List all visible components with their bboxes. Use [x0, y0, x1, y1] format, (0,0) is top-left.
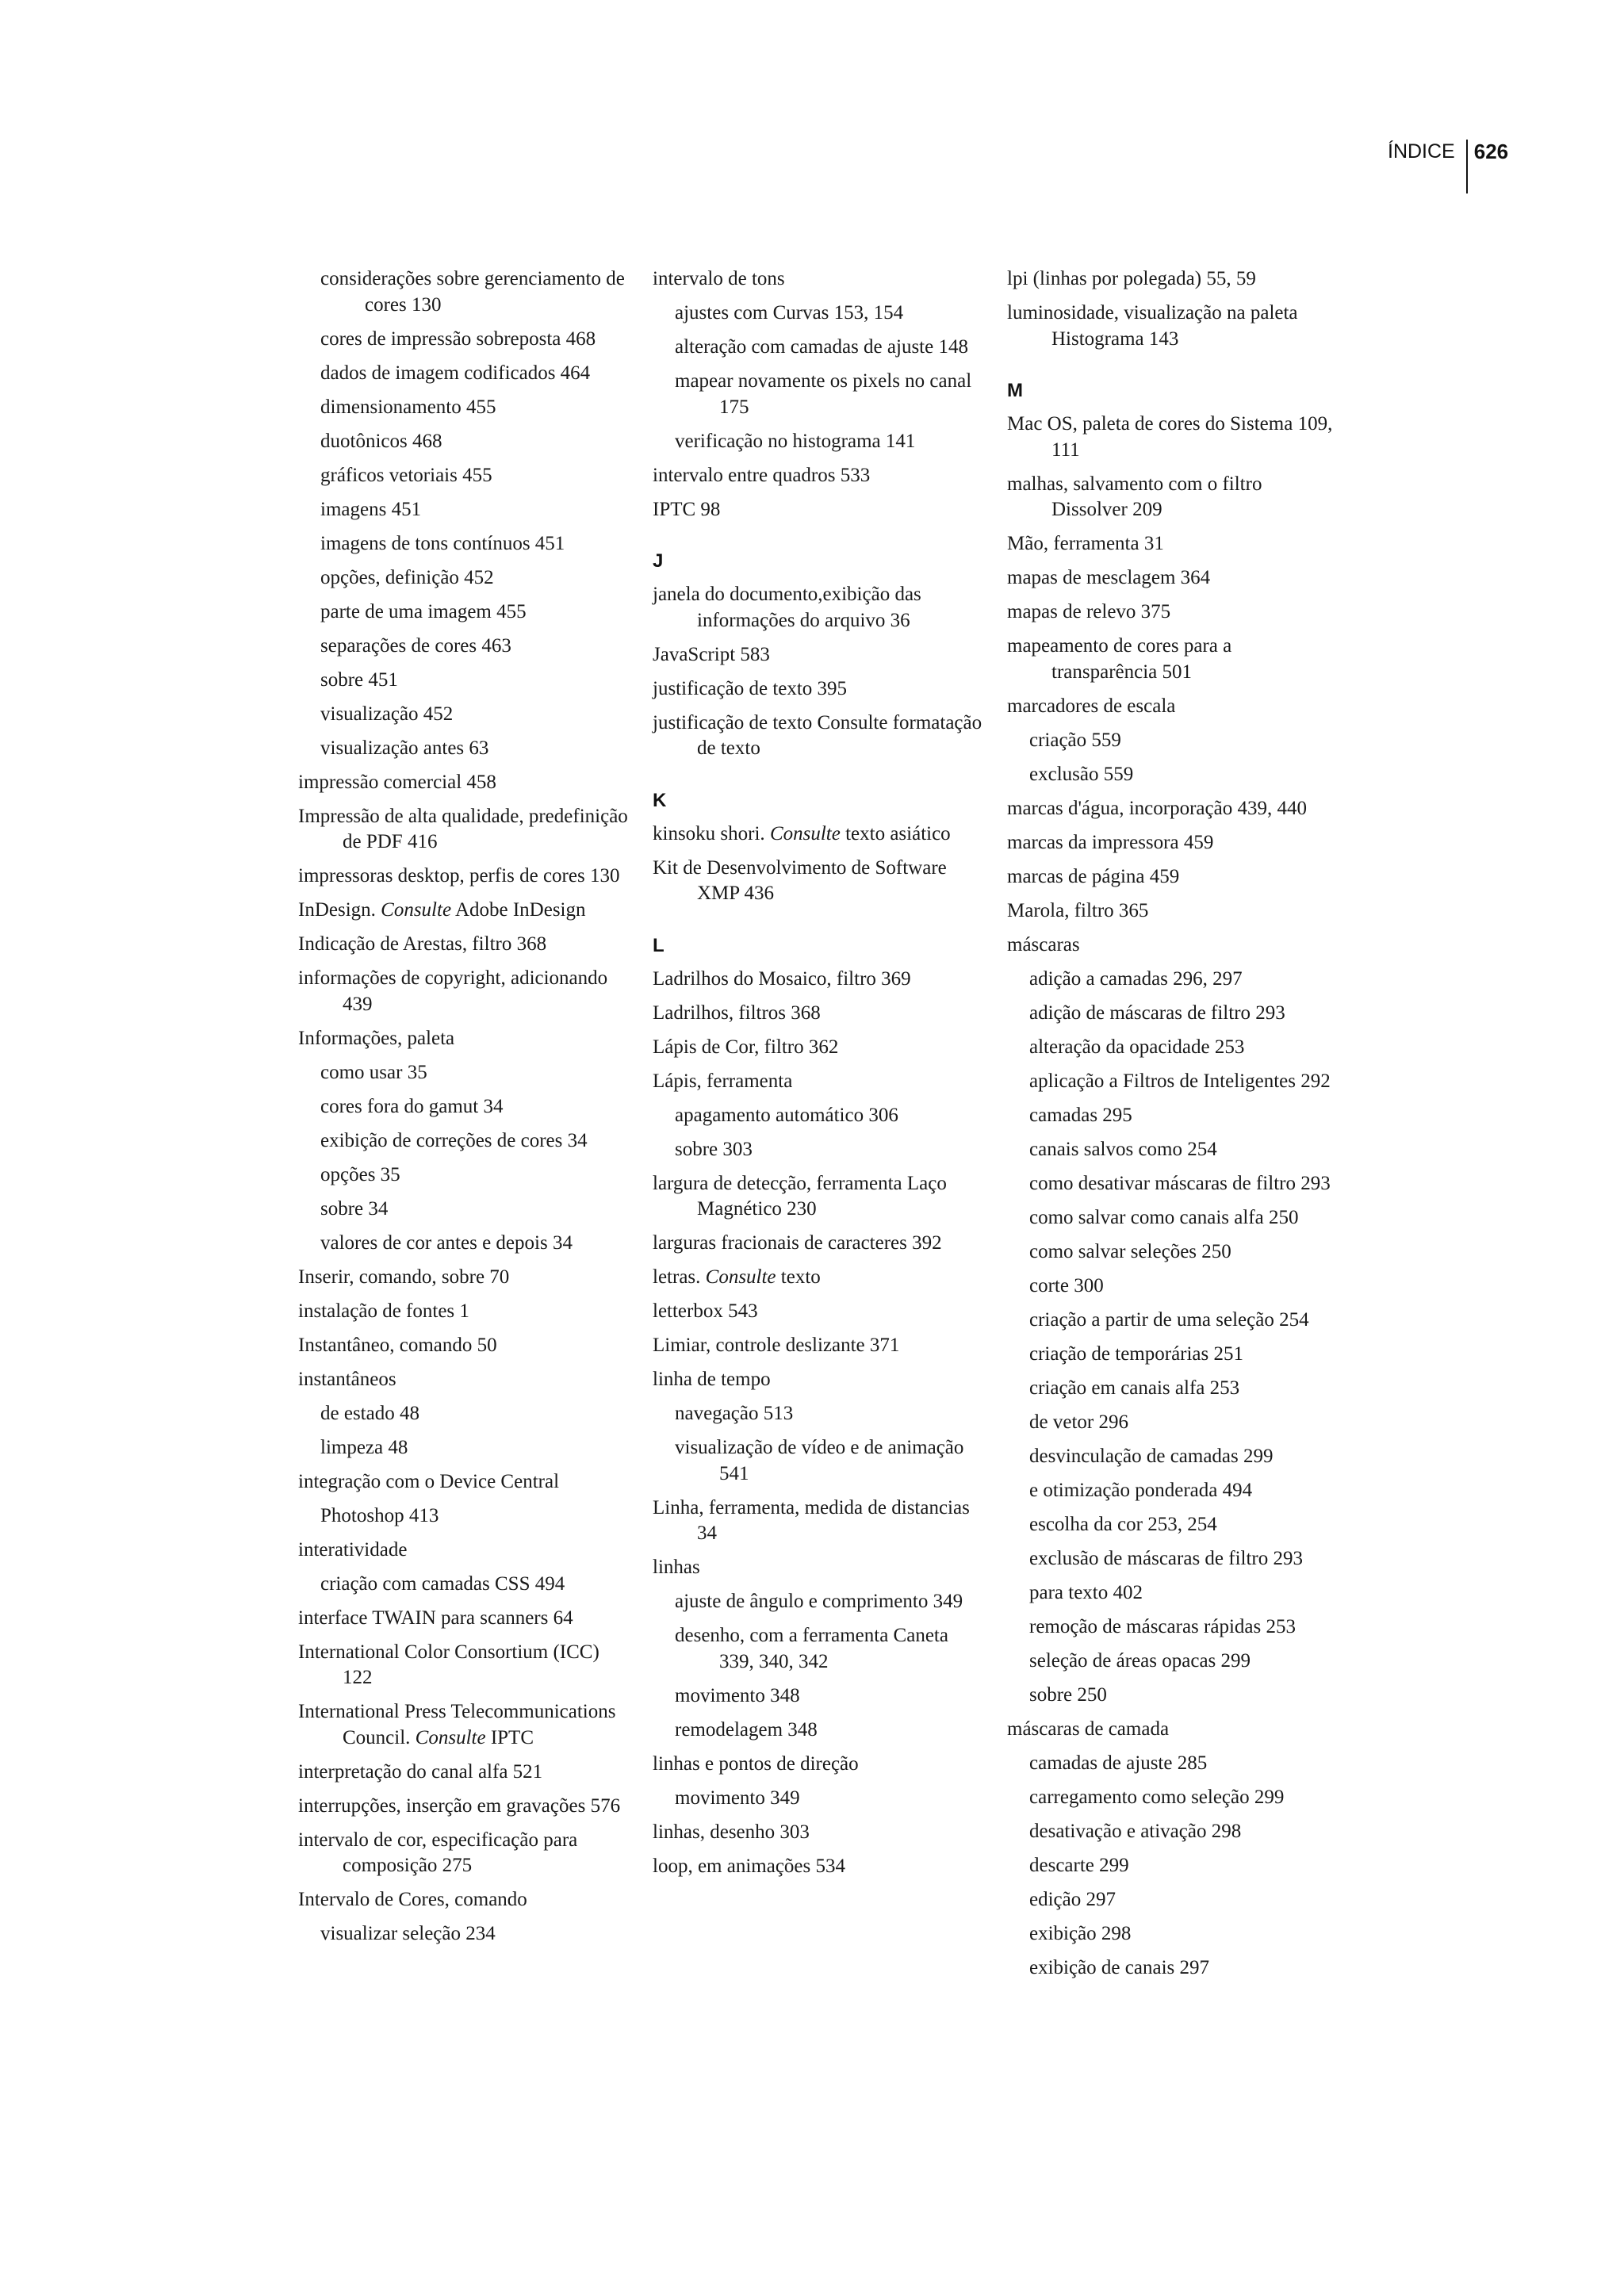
index-entry: linhas, desenho 303 — [653, 1821, 810, 1843]
index-subentry: dimensionamento 455 — [320, 396, 496, 418]
index-entry: máscaras — [1007, 933, 1080, 956]
index-entry: Kit de Desenvolvimento de Software XMP 436 — [653, 856, 947, 904]
index-subentry: de estado 48 — [320, 1402, 419, 1424]
index-entry: IPTC 98 — [653, 498, 721, 520]
index-entry: integração com o Device Central — [298, 1470, 560, 1492]
index-subentry: alteração da opacidade 253 — [1029, 1036, 1245, 1058]
index-subentry: exclusão de máscaras de filtro 293 — [1029, 1547, 1304, 1569]
index-entry: máscaras de camada — [1007, 1718, 1170, 1740]
index-entry — [653, 1265, 986, 1291]
index-entry: Inserir, comando, sobre 70 — [298, 1266, 510, 1288]
index-subentry: exclusão 559 — [1029, 763, 1134, 785]
index-entry: luminosidade, visualização na paleta Histograma 143 — [1007, 302, 1298, 350]
index-entry: Instantâneo, comando 50 — [298, 1334, 497, 1356]
index-entry: Ladrilhos, filtros 368 — [653, 1001, 821, 1024]
index-entry: Limiar, controle deslizante 371 — [653, 1335, 900, 1356]
index-subentry: visualizar seleção 234 — [320, 1923, 496, 1944]
index-subentry: descarte 299 — [1029, 1854, 1129, 1876]
index-entry: letterbox 543 — [653, 1300, 758, 1322]
index-entry: mapas de mesclagem 364 — [1007, 567, 1211, 588]
index-subentry: cores fora do gamut 34 — [320, 1095, 504, 1117]
index-entry: interface TWAIN para scanners 64 — [298, 1607, 573, 1629]
index-entry: Impressão de alta qualidade, predefinição de PDF 416 — [298, 805, 628, 852]
index-entry: linhas e pontos de direção — [653, 1752, 859, 1775]
index-subentry: visualização 452 — [320, 703, 454, 725]
index-subentry: mapear novamente os pixels no canal 175 — [675, 370, 972, 418]
index-subentry: remodelagem 348 — [675, 1718, 818, 1741]
index-entry: Ladrilhos do Mosaico, filtro 369 — [653, 967, 911, 990]
index-entry: impressoras desktop, perfis de cores 130 — [298, 865, 620, 887]
index-subentry: limpeza 48 — [320, 1436, 408, 1458]
running-header — [1388, 140, 1508, 193]
index-subentry: movimento 348 — [675, 1684, 800, 1706]
index-subentry: opções 35 — [320, 1163, 400, 1185]
index-subentry: gráficos vetoriais 455 — [320, 464, 492, 486]
index-entry: instalação de fontes 1 — [298, 1300, 469, 1322]
index-column-3 — [1007, 266, 1340, 1990]
index-entry: janela do documento,exibição das informações do arquivo 36 — [653, 584, 921, 631]
index-subentry: dados de imagem codificados 464 — [320, 362, 591, 384]
index-subentry: valores de cor antes e depois 34 — [320, 1231, 573, 1254]
index-entry: interrupções, inserção em gravações 576 — [298, 1794, 621, 1817]
index-entry: justificação de texto Consulte formatação de texto — [653, 711, 982, 759]
index-subentry: de vetor 296 — [1029, 1411, 1128, 1433]
index-entry: International Color Consortium (ICC) 122 — [298, 1641, 599, 1688]
index-subentry: adição a camadas 296, 297 — [1029, 967, 1243, 990]
index-subentry: carregamento como seleção 299 — [1029, 1786, 1285, 1808]
index-entry: marcas da impressora 459 — [1007, 831, 1214, 853]
index-subentry: sobre 303 — [675, 1138, 753, 1160]
index-subentry: camadas de ajuste 285 — [1029, 1752, 1208, 1774]
index-entry: lpi (linhas por polegada) 55, 59 — [1007, 268, 1256, 289]
index-entry: malhas, salvamento com o filtro Dissolver 209 — [1007, 473, 1262, 520]
see-reference: Consulte — [415, 1726, 486, 1748]
index-subentry: escolha da cor 253, 254 — [1029, 1513, 1217, 1535]
index-entry — [653, 821, 986, 848]
index-subentry: verificação no histograma 141 — [675, 430, 916, 452]
index-subentry: aplicação a Filtros de Inteligentes 292 — [1029, 1070, 1331, 1092]
index-entry: JavaScript 583 — [653, 643, 770, 665]
index-subentry: imagens de tons contínuos 451 — [320, 532, 565, 554]
index-subentry: exibição de correções de cores 34 — [320, 1129, 588, 1151]
index-subentry: sobre 34 — [320, 1197, 389, 1220]
index-letter-heading: J — [653, 550, 664, 572]
index-subentry: remoção de máscaras rápidas 253 — [1029, 1615, 1296, 1637]
index-entry: instantâneos — [298, 1368, 396, 1390]
index-subentry: desenho, com a ferramenta Caneta 339, 340, 342 — [675, 1625, 948, 1672]
index-subentry: camadas 295 — [1029, 1104, 1132, 1126]
index-column-1 — [298, 266, 631, 1955]
index-subentry: como salvar seleções 250 — [1029, 1240, 1231, 1262]
see-target: texto asiático — [845, 822, 951, 844]
index-entry: justificação de texto 395 — [653, 677, 848, 699]
index-subentry: e otimização ponderada 494 — [1029, 1479, 1253, 1501]
entry-term: InDesign. — [298, 899, 376, 921]
index-entry: Informações, paleta — [298, 1027, 455, 1049]
index-subentry: como usar 35 — [320, 1061, 427, 1083]
index-subentry: considerações sobre gerenciamento de cores 130 — [320, 268, 625, 316]
index-entry — [298, 1699, 631, 1751]
index-subentry: exibição de canais 297 — [1029, 1956, 1209, 1978]
entry-term: letras. — [653, 1266, 701, 1288]
index-entry: intervalo entre quadros 533 — [653, 464, 871, 486]
index-subentry: Photoshop 413 — [320, 1504, 439, 1526]
index-subentry: para texto 402 — [1029, 1581, 1143, 1603]
index-entry: marcas d'água, incorporação 439, 440 — [1007, 797, 1307, 819]
index-entry: Intervalo de Cores, comando — [298, 1889, 527, 1910]
index-subentry: movimento 349 — [675, 1787, 800, 1809]
entry-term: International Press Telecommunications Council. — [298, 1701, 616, 1748]
index-subentry: criação de temporárias 251 — [1029, 1342, 1244, 1365]
index-subentry: edição 297 — [1029, 1888, 1116, 1910]
index-subentry: criação com camadas CSS 494 — [320, 1572, 565, 1595]
index-entry: intervalo de cor, especificação para composição 275 — [298, 1829, 578, 1876]
index-entry: linha de tempo — [653, 1369, 771, 1390]
index-entry: Marola, filtro 365 — [1007, 899, 1149, 921]
index-subentry: criação a partir de uma seleção 254 — [1029, 1308, 1309, 1331]
index-subentry: duotônicos 468 — [320, 430, 442, 452]
index-subentry: apagamento automático 306 — [675, 1104, 898, 1126]
index-entry: Lápis, ferramenta — [653, 1070, 793, 1092]
index-subentry: imagens 451 — [320, 498, 422, 520]
index-subentry: desativação e ativação 298 — [1029, 1820, 1242, 1842]
index-subentry: navegação 513 — [675, 1403, 794, 1424]
index-subentry: sobre 451 — [320, 668, 398, 691]
index-entry: loop, em animações 534 — [653, 1855, 845, 1877]
index-column-2 — [653, 266, 986, 1888]
index-subentry: ajuste de ângulo e comprimento 349 — [675, 1591, 963, 1612]
index-entry: Mão, ferramenta 31 — [1007, 533, 1164, 554]
index-entry: intervalo de tons — [653, 268, 785, 289]
index-subentry: criação em canais alfa 253 — [1029, 1377, 1240, 1399]
index-subentry: separações de cores 463 — [320, 634, 511, 657]
index-subentry: alteração com camadas de ajuste 148 — [675, 336, 968, 358]
index-subentry: parte de uma imagem 455 — [320, 600, 527, 622]
index-entry: Linha, ferramenta, medida de distancias 34 — [653, 1496, 970, 1544]
see-target: IPTC — [490, 1726, 534, 1748]
index-entry: Lápis de Cor, filtro 362 — [653, 1036, 839, 1058]
see-target: Adobe InDesign — [454, 899, 586, 921]
index-entry: marcadores de escala — [1007, 695, 1176, 717]
index-subentry: seleção de áreas opacas 299 — [1029, 1649, 1251, 1672]
index-entry: interpretação do canal alfa 521 — [298, 1760, 543, 1783]
index-subentry: sobre 250 — [1029, 1683, 1107, 1706]
index-entry: Indicação de Arestas, filtro 368 — [298, 933, 547, 955]
index-subentry: adição de máscaras de filtro 293 — [1029, 1001, 1285, 1024]
index-subentry: cores de impressão sobreposta 468 — [320, 327, 596, 350]
see-reference: Consulte — [381, 899, 452, 921]
index-entry: impressão comercial 458 — [298, 771, 496, 793]
index-letter-heading: K — [653, 789, 667, 811]
see-reference: Consulte — [769, 822, 841, 844]
index-entry: largura de detecção, ferramenta Laço Magnético 230 — [653, 1172, 947, 1220]
index-subentry: canais salvos como 254 — [1029, 1138, 1217, 1160]
index-entry: linhas — [653, 1557, 700, 1578]
index-entry: Mac OS, paleta de cores do Sistema 109, 111 — [1007, 413, 1333, 461]
index-subentry: como salvar como canais alfa 250 — [1029, 1206, 1299, 1228]
index-entry: interatividade — [298, 1538, 408, 1561]
index-entry — [298, 898, 631, 924]
section-title: ÍNDICE — [1388, 140, 1468, 193]
index-entry: informações de copyright, adicionando 439 — [298, 967, 608, 1015]
see-target: texto — [780, 1266, 821, 1288]
index-subentry: desvinculação de camadas 299 — [1029, 1445, 1274, 1467]
index-subentry: visualização de vídeo e de animação 541 — [675, 1437, 964, 1484]
index-entry: marcas de página 459 — [1007, 865, 1180, 887]
index-subentry: opções, definição 452 — [320, 566, 494, 588]
index-letter-heading: M — [1007, 380, 1023, 401]
index-subentry: corte 300 — [1029, 1274, 1104, 1296]
entry-term: kinsoku shori. — [653, 822, 765, 844]
index-subentry: criação 559 — [1029, 729, 1121, 751]
index-subentry: como desativar máscaras de filtro 293 — [1029, 1172, 1331, 1194]
see-reference: Consulte — [705, 1266, 776, 1288]
index-subentry: ajustes com Curvas 153, 154 — [675, 302, 904, 324]
index-subentry: exibição 298 — [1029, 1922, 1132, 1944]
index-letter-heading: L — [653, 934, 665, 956]
index-entry: mapeamento de cores para a transparência 501 — [1007, 635, 1232, 683]
index-entry: mapas de relevo 375 — [1007, 601, 1171, 622]
page-number: 626 — [1473, 140, 1509, 163]
index-subentry: visualização antes 63 — [320, 737, 489, 759]
index-entry: larguras fracionais de caracteres 392 — [653, 1232, 942, 1254]
